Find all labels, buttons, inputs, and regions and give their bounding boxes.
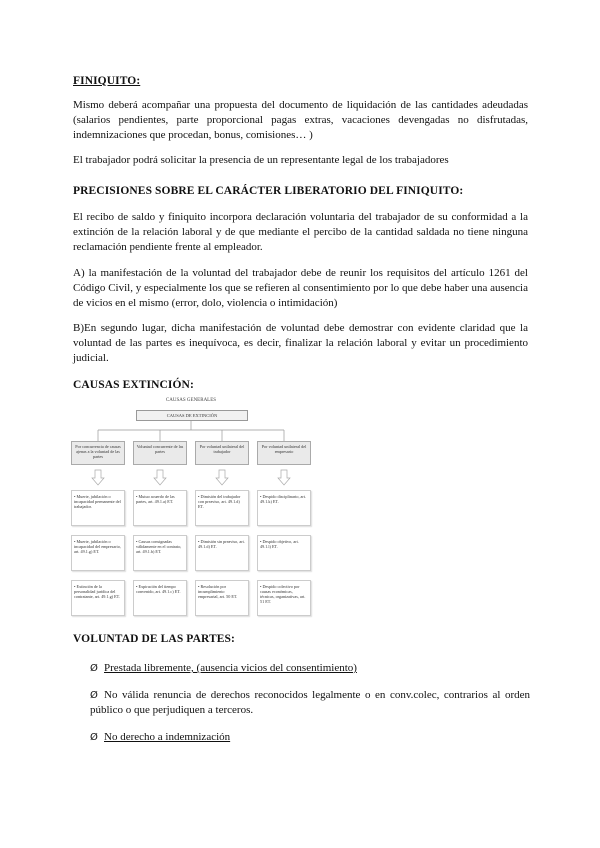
finiquito-paragraph-2: El trabajador podrá solicitar la presencia de un representante legal de los trabajadores xyxy=(73,154,449,166)
diagram-cell: • Resolución por incumplimiento empresarial, art. 50 ET. xyxy=(195,580,249,616)
diagram-header-ajenas: Por concurrencia de causas ajenas a la voluntad de las partes xyxy=(71,441,125,465)
diagram-cell: • Dimisión del trabajador con preaviso, art. 49.1.d) ET. xyxy=(195,490,249,526)
diagram-cell: • Despido disciplinario, art. 49.1.k) ET. xyxy=(257,490,311,526)
bullet-arrow-icon: Ø xyxy=(90,732,98,743)
diagram-down-arrows xyxy=(68,468,314,488)
voluntad-item-text: No válida renuncia de derechos reconocidos legalmente o en conv.colec, contrarios al orden público o que perjudiquen a terceros. xyxy=(90,689,530,716)
bullet-arrow-icon: Ø xyxy=(90,663,98,674)
voluntad-item-text: No derecho a indemnización xyxy=(104,731,231,743)
diagram-cell: • Despido objetivo, art. 49.1.l) ET. xyxy=(257,535,311,571)
diagram-header-trabajador: Por voluntad unilateral del trabajador xyxy=(195,441,249,465)
diagram-title: CAUSAS GENERALES xyxy=(165,398,217,403)
diagram-cell: • Muerte, jubilación o incapacidad permanente del trabajador. xyxy=(71,490,125,526)
causas-heading: CAUSAS EXTINCIÓN: xyxy=(73,379,194,391)
causas-extincion-diagram xyxy=(68,396,314,622)
precisiones-heading: PRECISIONES SOBRE EL CARÁCTER LIBERATORIO DEL FINIQUITO: xyxy=(73,185,464,197)
voluntad-list-item xyxy=(90,730,530,745)
diagram-cell: • Dimisión sin preaviso, art. 49.1.d) ET. xyxy=(195,535,249,571)
diagram-cell: • Mutuo acuerdo de las partes, art. 49.1.a) ET. xyxy=(133,490,187,526)
diagram-cell: • Expiración del tiempo convenido, art. 49.1.c) ET. xyxy=(133,580,187,616)
voluntad-list-item xyxy=(90,661,530,676)
diagram-cell: • Extinción de la personalidad jurídica del contratante, art. 49.1.g) ET. xyxy=(71,580,125,616)
diagram-subtitle: CAUSAS DE EXTINCIÓN xyxy=(136,410,248,421)
precisiones-paragraph-1: El recibo de saldo y finiquito incorpora declaración voluntaria del trabajador de su conformidad a la extinción de la relación laboral y de que mediante el percibo de la cantidad saldada no tiene ninguna reclamación pendiente frente al empleador. xyxy=(73,211,528,253)
bullet-arrow-icon: Ø xyxy=(90,690,98,701)
diagram-header-empresario: Por voluntad unilateral del empresario xyxy=(257,441,311,465)
diagram-cell: • Despido colectivo por causas económicas, técnicas, organizativas, art. 51 ET. xyxy=(257,580,311,616)
precisiones-paragraph-b: B)En segundo lugar, dicha manifestación de voluntad debe demostrar con evidente claridad que la voluntad de las partes es inequívoca, es decir, finalizar la relación laboral y evitar un procedimiento judicial. xyxy=(73,322,528,364)
diagram-header-mutuo: Voluntad concurrente de las partes xyxy=(133,441,187,465)
precisiones-paragraph-a: A) la manifestación de la voluntad del trabajador debe de reunir los requisitos del artículo 1261 del Código Civil, y especialmente los que se refieren al consentimiento por lo que debe haber una ausencia de vicios en el mismo (error, dolo, violencia o intimidación) xyxy=(73,267,528,309)
finiquito-paragraph-1: Mismo deberá acompañar una propuesta del documento de liquidación de las cantidades adeudadas (salarios pendientes, parte proporcional pagas extras, vacaciones devengadas no disfrutadas, indemnizaciones que procedan, bonus, comisiones… ) xyxy=(73,99,528,141)
voluntad-item-text: Prestada libremente, (ausencia vicios del consentimiento) xyxy=(104,662,357,674)
voluntad-list-item xyxy=(90,688,530,718)
diagram-cell: • Muerte, jubilación o incapacidad del empresario, art. 49.1.g) ET. xyxy=(71,535,125,571)
voluntad-heading: VOLUNTAD DE LAS PARTES: xyxy=(73,633,235,645)
diagram-cell: • Causas consignadas válidamente en el contrato, art. 49.1.b) ET. xyxy=(133,535,187,571)
finiquito-heading: FINIQUITO: xyxy=(73,75,141,87)
